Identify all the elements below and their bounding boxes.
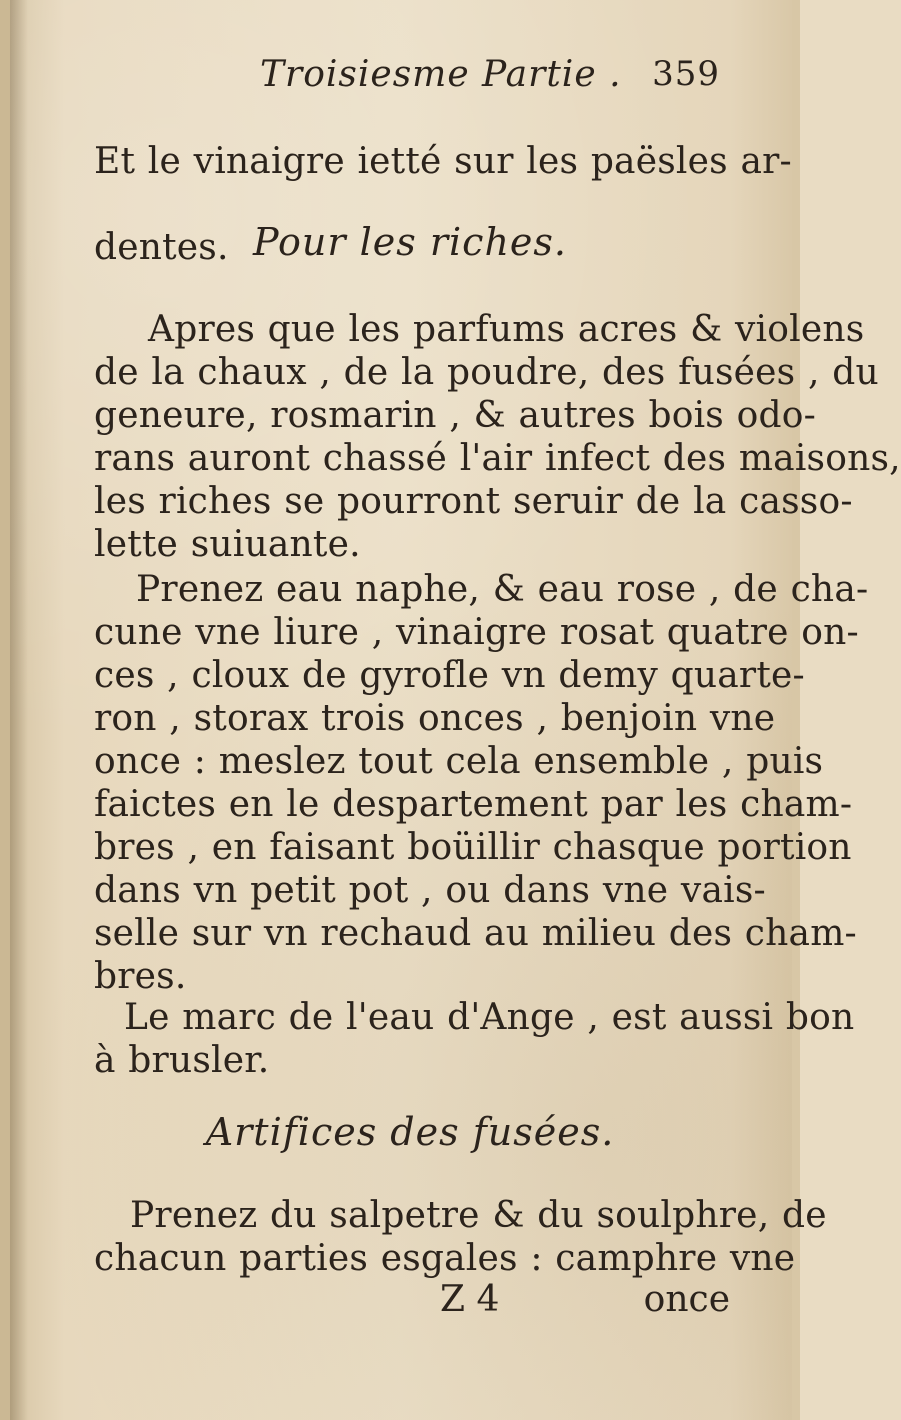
page-footer: [440, 1278, 730, 1320]
catchword: once: [643, 1278, 730, 1320]
paragraph-fusees: [94, 1194, 827, 1280]
paragraph-fusees-line-1: Prenez du salpetre & du soulphre, de: [130, 1195, 827, 1236]
paragraph-recipe-line-8: dans vn petit pot , ou dans vne vais-: [94, 870, 766, 911]
paragraph-riches-line-5: les riches se pourront seruir de la casso-: [94, 481, 853, 522]
opening-text: [94, 98, 792, 312]
paragraph-riches-line-2: de la chaux , de la poudre, des fusées , du: [94, 352, 879, 393]
paragraph-recipe-line-6: faictes en le despartement par les cham-: [94, 784, 853, 825]
signature-mark: Z 4: [440, 1278, 500, 1320]
paragraph-recipe-line-9: selle sur vn rechaud au milieu des cham-: [94, 913, 857, 954]
paragraph-ange: [94, 996, 855, 1082]
paragraph-recipe-line-1: Prenez eau naphe, & eau rose , de cha-: [136, 569, 869, 610]
paragraph-recipe-line-5: once : meslez tout cela ensemble , puis: [94, 741, 824, 782]
paragraph-riches: [94, 308, 901, 566]
paragraph-fusees-line-2: chacun parties esgales : camphre vne: [94, 1238, 796, 1279]
running-head: [260, 54, 730, 94]
opening-line-2: dentes.: [94, 226, 229, 268]
paragraph-recipe-line-3: ces , cloux de gyrofle vn demy quarte-: [94, 655, 805, 696]
opening-line-1: Et le vinaigre ietté sur les paësles ar-: [94, 140, 792, 182]
paragraph-recipe-line-7: bres , en faisant boüillir chasque portion: [94, 827, 852, 868]
paragraph-riches-line-6: lette suiuante.: [94, 524, 361, 565]
paragraph-recipe-line-10: bres.: [94, 956, 187, 997]
paragraph-riches-line-3: geneure, rosmarin , & autres bois odo-: [94, 395, 816, 436]
section-heading-riches: Pour les riches.: [253, 220, 567, 264]
paragraph-recipe-line-2: cune vne liure , vinaigre rosat quatre on-: [94, 612, 859, 653]
paragraph-ange-line-2: à brusler.: [94, 1040, 270, 1081]
section-heading-fusees: Artifices des fusées.: [205, 1110, 615, 1154]
paragraph-recipe-line-4: ron , storax trois onces , benjoin vne: [94, 698, 776, 739]
page-number: 359: [652, 54, 720, 94]
spine-shadow: [10, 0, 28, 1420]
paragraph-ange-line-1: Le marc de l'eau d'Ange , est aussi bon: [124, 997, 855, 1038]
paragraph-riches-line-1: Apres que les parfums acres & violens: [148, 309, 865, 350]
paragraph-recipe: [94, 568, 869, 998]
paragraph-riches-line-4: rans auront chassé l'air infect des maisons,: [94, 438, 901, 479]
running-head-title: Troisiesme Partie .: [260, 53, 622, 95]
